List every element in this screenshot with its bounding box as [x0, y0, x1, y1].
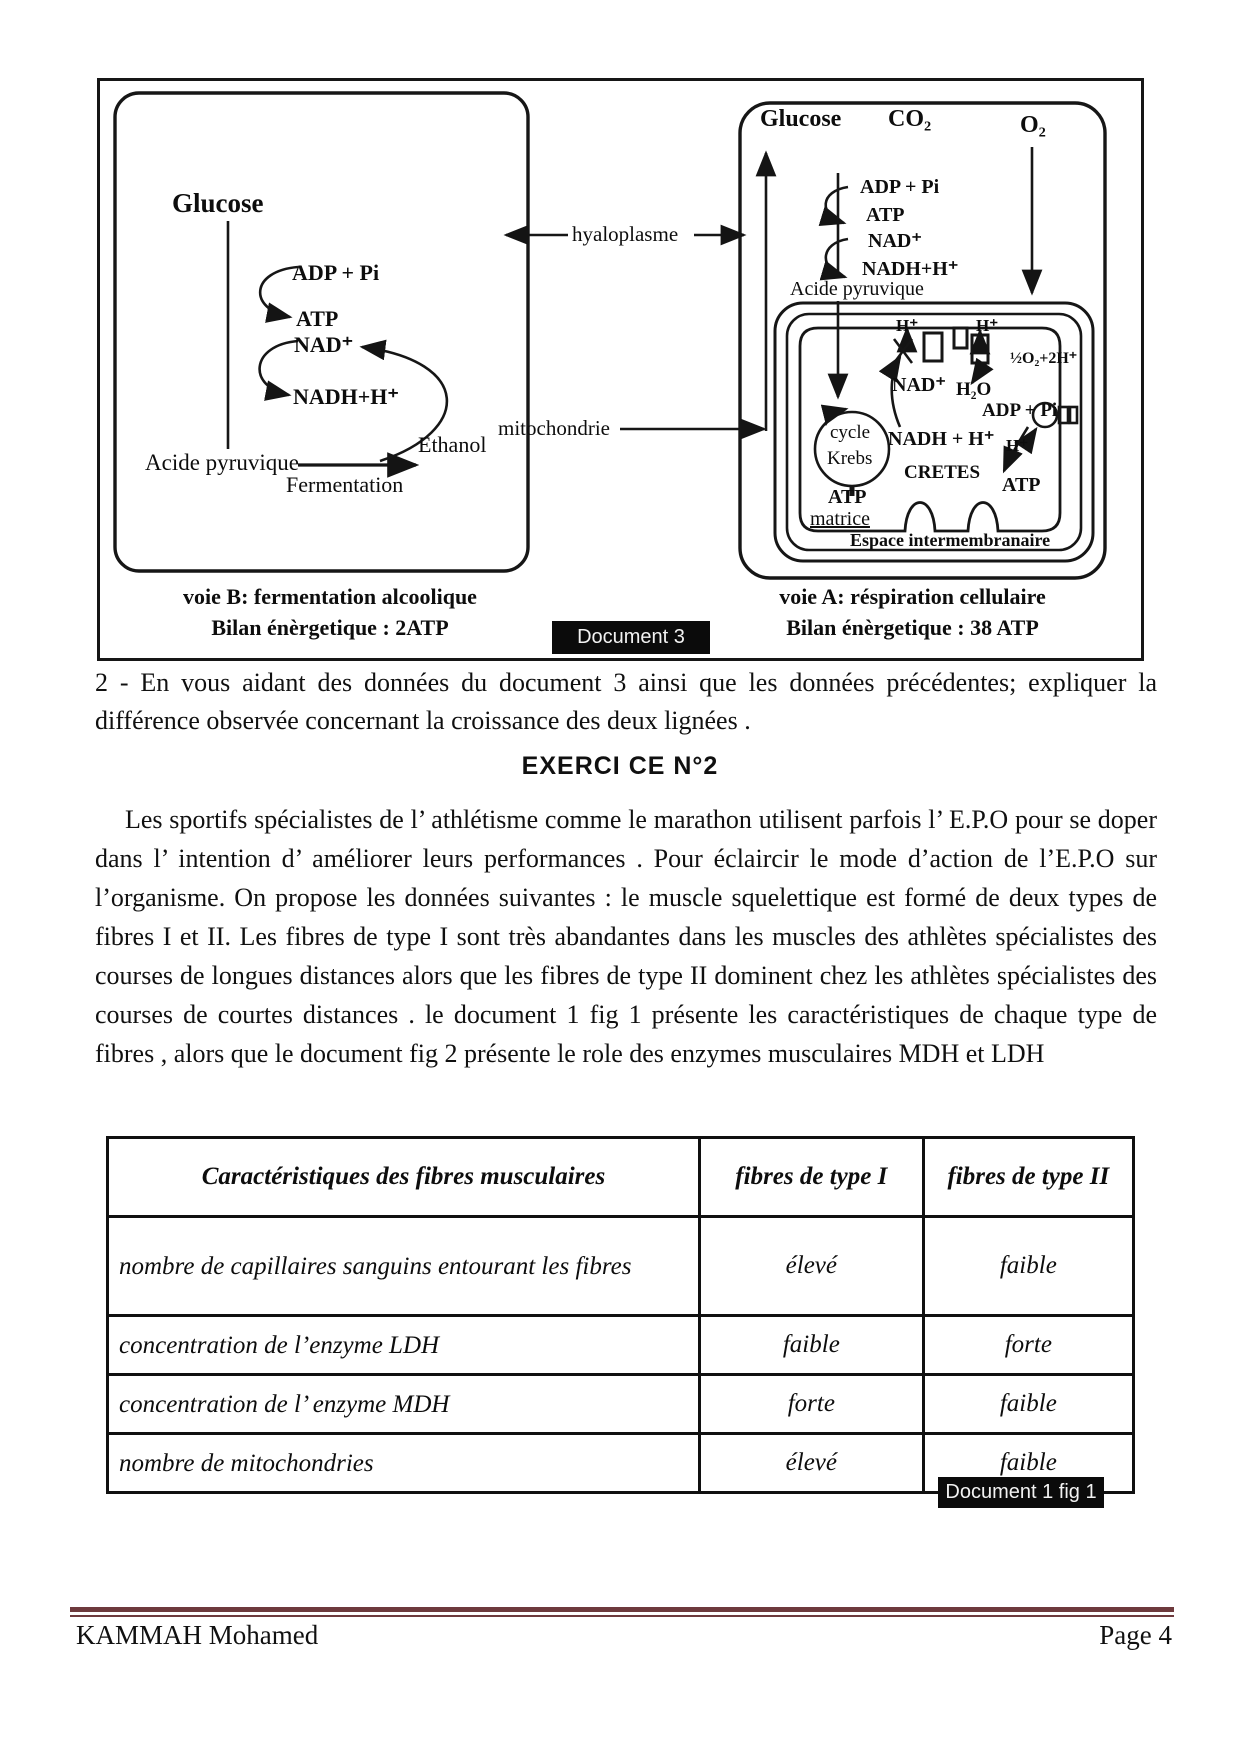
label-cretes: CRETES: [904, 462, 981, 483]
protein-complex-1: [924, 333, 942, 361]
label-mitochondrie: mitochondrie: [498, 416, 610, 440]
table-row: [108, 1217, 1134, 1316]
header-fibres-type-1: fibres de type I: [700, 1138, 924, 1217]
row-ldh-type1: faible: [700, 1316, 924, 1375]
document3-figure: [97, 78, 1144, 661]
label-adp-pi-mito: ADP + Pi: [982, 400, 1058, 421]
table-row: [108, 1375, 1134, 1434]
row-mdh-label: concentration de l’ enzyme MDH: [108, 1375, 700, 1434]
label-adp-pi-right: ADP + Pi: [860, 176, 940, 198]
header-fibres-type-2: fibres de type II: [923, 1138, 1133, 1217]
row-mdh-type2: faible: [923, 1375, 1133, 1434]
label-nadh-left: NADH+H⁺: [293, 384, 400, 409]
row-capillaires-type2: faible: [923, 1217, 1133, 1316]
label-adp-pi-left: ADP + Pi: [292, 260, 380, 285]
table-header-row: [108, 1138, 1134, 1217]
label-glucose-left: Glucose: [172, 188, 264, 218]
footer-rule-thin: [70, 1615, 1174, 1617]
row-capillaires-type1: élevé: [700, 1217, 924, 1316]
label-h-plus-2: H⁺: [976, 316, 999, 335]
label-nadh-mito: NADH + H⁺: [888, 428, 995, 450]
label-ethanol: Ethanol: [418, 432, 487, 457]
label-nadh-right: NADH+H⁺: [862, 258, 959, 280]
label-h2o: H₂O: [956, 379, 992, 400]
question-2-text: 2 - En vous aidant des données du document 3 ainsi que les données précédentes; expliquer la différence observée concernant la croissance des deux lignées .: [95, 668, 1157, 735]
footer-rule-thick: [70, 1607, 1174, 1612]
exercise-2-paragraph: Les sportifs spécialistes de l’ athlétisme comme le marathon utilisent parfois l’ E.P.O pour se doper dans l’ intention d’ améliorer leurs performances . Pour éclaircir le mode d’action de l’E.P.O sur l’organisme. On propose les données suivantes : le muscle squelettique est formé de deux types de fibres I et II. Les fibres de type I sont très abandantes dans les muscles des athlètes spécialistes des courses de longues distances alors que les fibres de type II dominent chez les athlètes spécialistes des courses de courtes distances . le document 1 fig 1 présente les caractéristiques de chaque type de fibres , alors que le document fig 2 présente le role des enzymes musculaires MDH et LDH: [95, 805, 1157, 1068]
label-krebs: Krebs: [827, 448, 873, 469]
label-matrice: matrice: [810, 508, 870, 530]
label-fermentation: Fermentation: [286, 472, 404, 497]
label-nad-right: NAD⁺: [868, 230, 922, 252]
label-cycle: cycle: [830, 422, 871, 443]
document3-badge: Document 3: [552, 621, 710, 654]
protein-complex-2: [954, 328, 967, 348]
atp-synthase-stator-2: [1070, 407, 1077, 423]
label-o2: O₂: [1020, 112, 1046, 138]
footer-author: KAMMAH Mohamed: [76, 1620, 319, 1650]
table-row: [108, 1316, 1134, 1375]
label-acide-pyruvique-left: Acide pyruvique: [145, 450, 299, 475]
label-espace-intermembranaire: Espace intermembranaire: [850, 530, 1051, 550]
row-mitochondries-label: nombre de mitochondries: [108, 1434, 700, 1493]
row-mitochondries-type2: faible: [923, 1434, 1133, 1493]
document1-fig1-badge: Document 1 fig 1: [938, 1477, 1104, 1508]
row-mitochondries-type1: élevé: [700, 1434, 924, 1493]
label-acide-pyruvique-right: Acide pyruvique: [790, 278, 924, 300]
exercise-2-heading: EXERCI CE N°2: [521, 752, 719, 780]
label-h-plus-1: H⁺: [896, 316, 919, 335]
label-atp-synthase-product: ATP: [1002, 474, 1041, 496]
row-ldh-label: concentration de l’enzyme LDH: [108, 1316, 700, 1375]
label-nad-left: NAD⁺: [294, 332, 354, 357]
fibres-table: [106, 1136, 1135, 1494]
row-capillaires-label: nombre de capillaires sanguins entourant les fibres: [108, 1217, 700, 1316]
caption-voie-b: [140, 581, 520, 643]
label-co2: CO₂: [888, 106, 932, 132]
label-hyaloplasme: hyaloplasme: [572, 222, 679, 246]
caption-voie-b-line1: voie B: fermentation alcoolique: [183, 584, 477, 609]
label-atp-krebs: ATP: [828, 486, 867, 508]
footer-page-number: Page 4: [1099, 1620, 1172, 1650]
label-glucose-right: Glucose: [760, 106, 842, 132]
label-h-plus-3: H⁺: [1006, 436, 1029, 455]
row-mdh-type1: forte: [700, 1375, 924, 1434]
label-atp-left: ATP: [296, 306, 339, 331]
label-nad-mito: NAD⁺: [892, 374, 946, 396]
document3-diagram-strokes: [100, 81, 1141, 658]
label-half-o2: ½O₂+2H⁺: [1010, 350, 1078, 367]
caption-voie-a-line1: voie A: réspiration cellulaire: [779, 584, 1046, 609]
row-ldh-type2: forte: [923, 1316, 1133, 1375]
header-caracteristiques: Caractéristiques des fibres musculaires: [108, 1138, 700, 1217]
label-atp-right: ATP: [866, 204, 905, 226]
caption-voie-b-line2: Bilan énèrgetique : 2ATP: [211, 615, 449, 640]
caption-voie-a: [715, 581, 1110, 643]
caption-voie-a-line2: Bilan énèrgetique : 38 ATP: [786, 615, 1039, 640]
